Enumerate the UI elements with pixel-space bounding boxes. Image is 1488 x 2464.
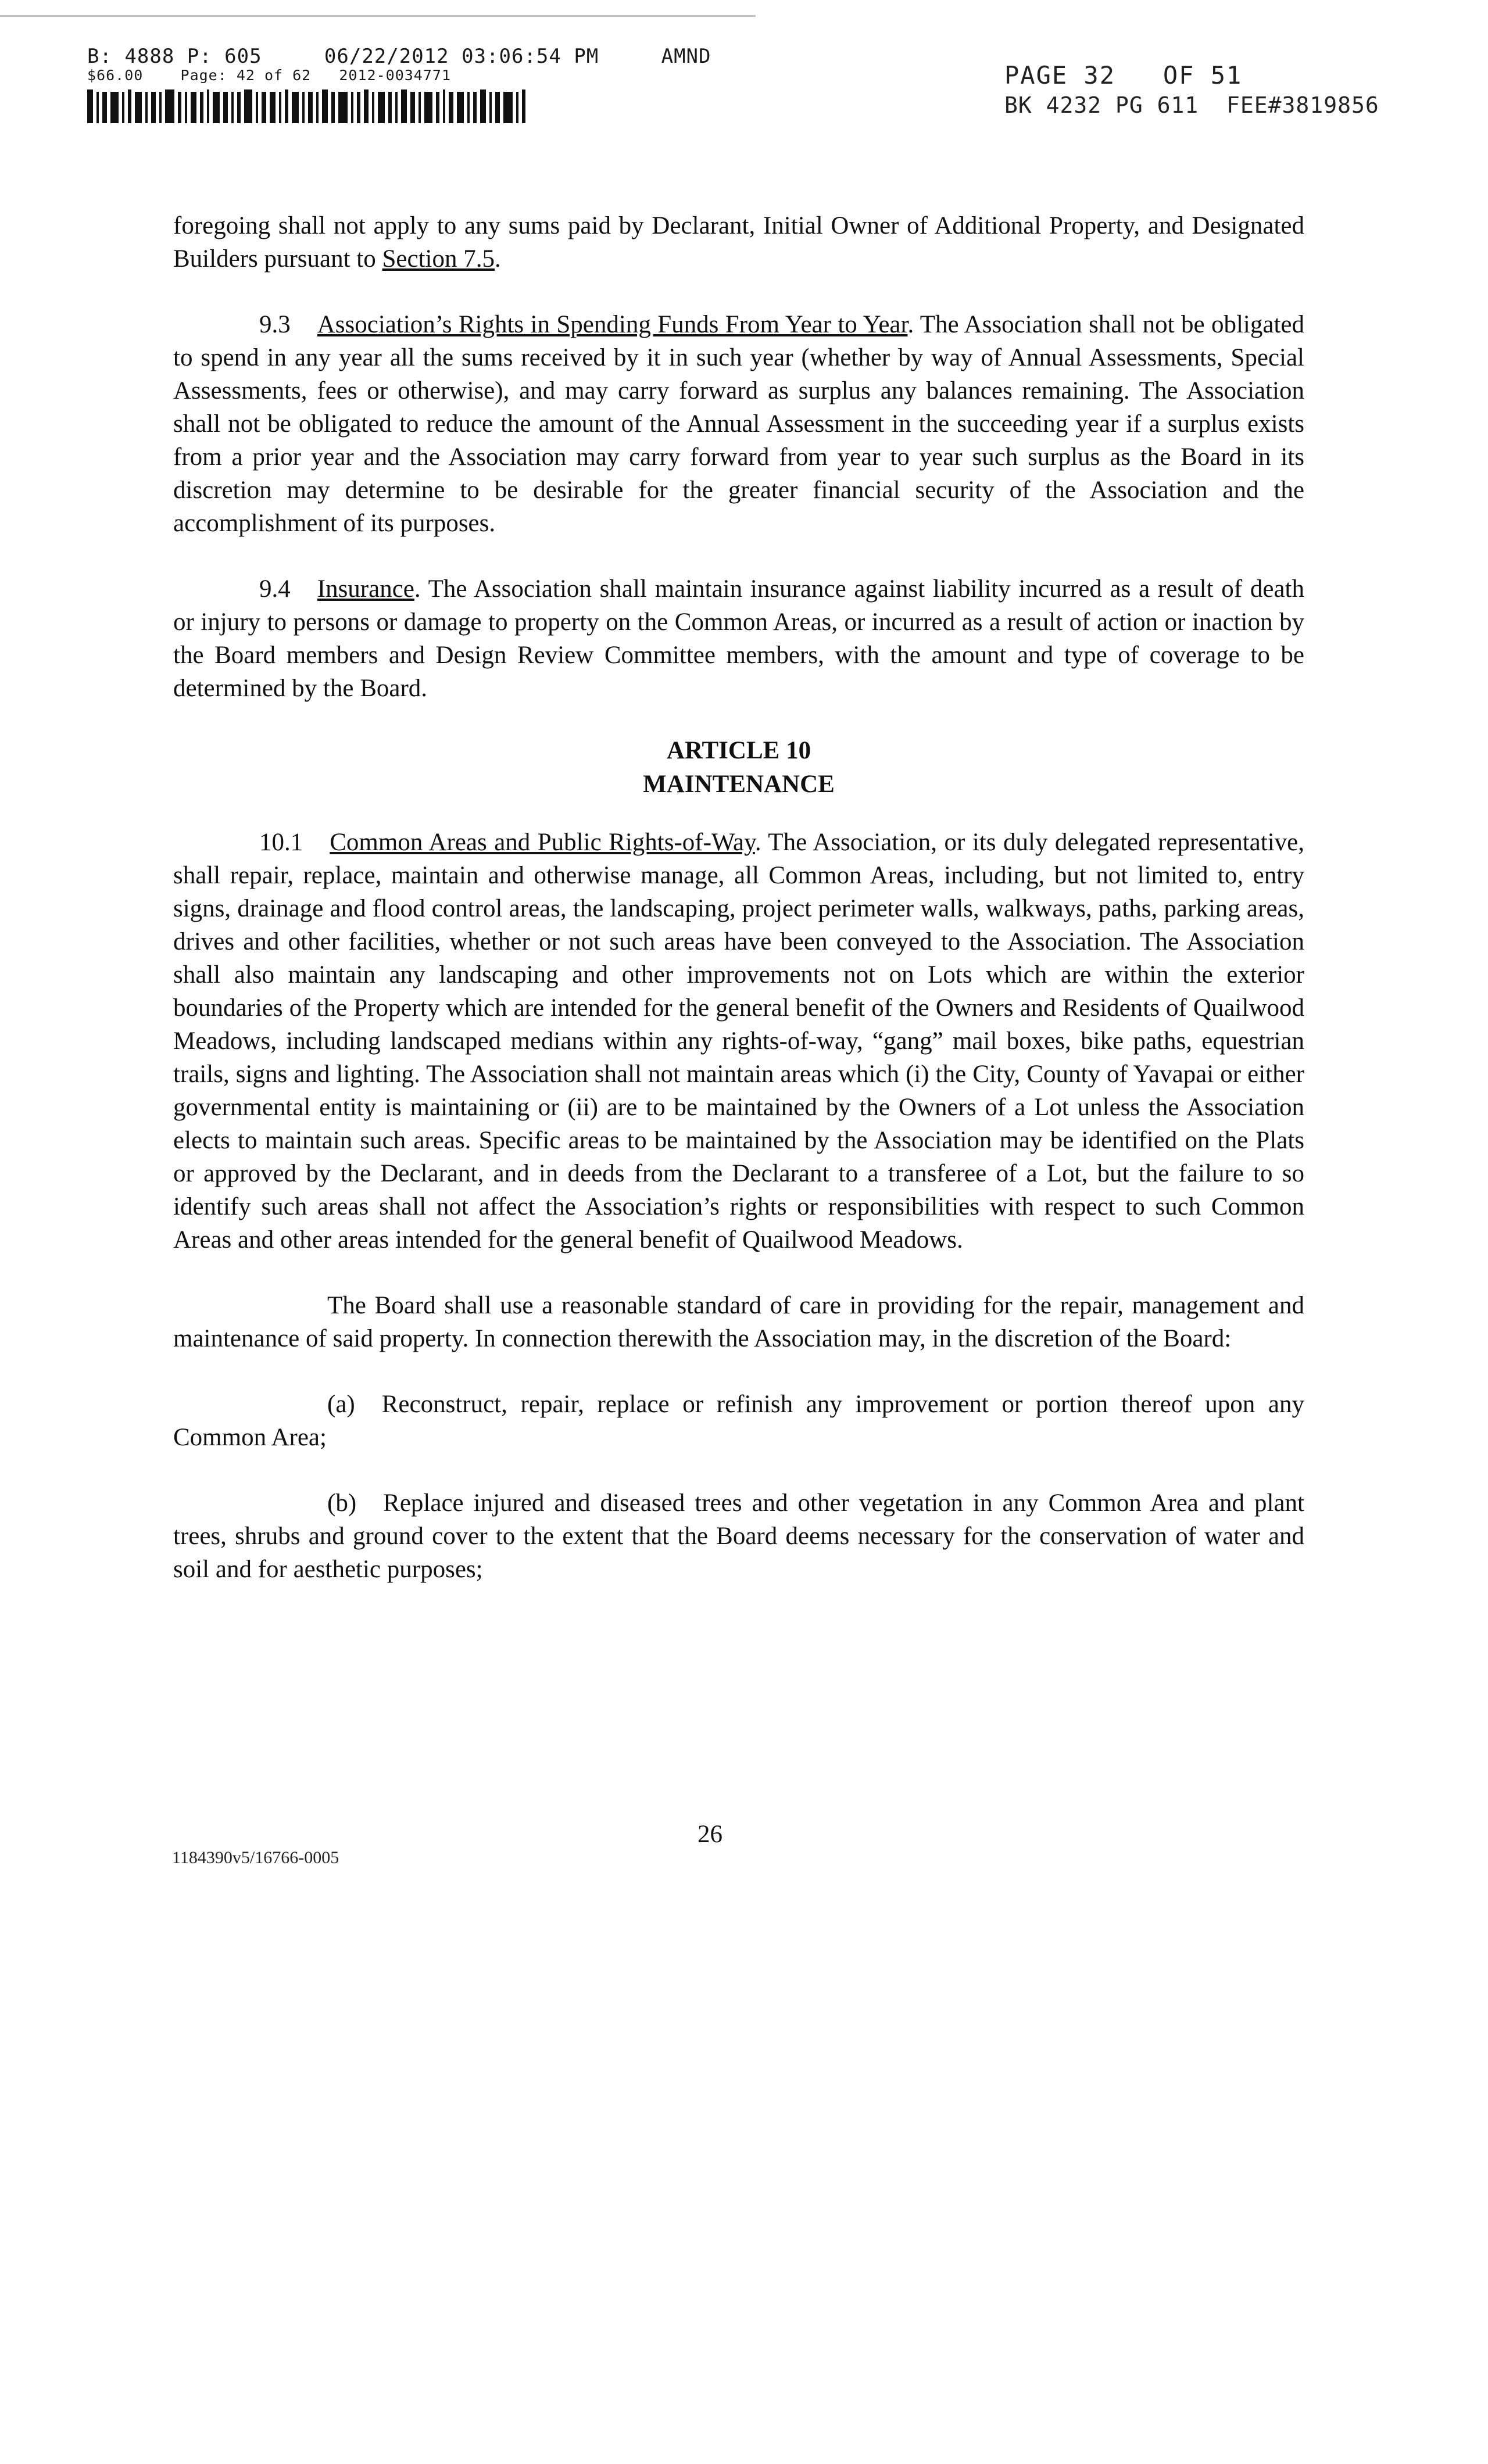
- barcode-bar: [102, 92, 107, 123]
- list-item-label: (b): [327, 1489, 357, 1517]
- barcode-bar: [436, 92, 439, 123]
- barcode-bar: [292, 92, 299, 123]
- section-reference-link: Section 7.5: [382, 245, 495, 273]
- barcode-image: [87, 89, 738, 123]
- barcode-bar: [223, 92, 228, 123]
- barcode-bar: [262, 92, 266, 123]
- section-title: Common Areas and Public Rights-of-Way: [330, 829, 755, 856]
- document-id: 1184390v5/16766-0005: [172, 1848, 339, 1867]
- barcode-bar: [285, 89, 288, 123]
- barcode-bar: [443, 89, 445, 123]
- barcode-bar: [522, 89, 525, 123]
- barcode-bar: [200, 92, 203, 123]
- barcode-bar: [457, 92, 464, 123]
- section-number: 9.4: [259, 575, 291, 603]
- scan-edge-line: [0, 15, 756, 17]
- section-9-4: [173, 572, 1304, 705]
- barcode-bar: [96, 92, 99, 123]
- section-title: Insurance: [317, 575, 414, 603]
- list-item-text: Replace injured and diseased trees and other vegetation in any Common Area and plant trees, shrubs and ground cover to the extent that the Board deems necessary for the conservation of water and soil and for aesthetic purposes;: [173, 1489, 1304, 1583]
- page-number: 26: [698, 1821, 722, 1848]
- barcode-bar: [410, 92, 415, 123]
- recorder-stamp-line1: B: 4888 P: 605 06/22/2012 03:06:54 PM AMND: [87, 45, 711, 68]
- document-body: [173, 209, 1304, 1618]
- barcode-bar: [351, 92, 353, 123]
- intro-end: .: [494, 245, 501, 273]
- barcode-bar: [279, 92, 281, 123]
- section-title: Association’s Rights in Spending Funds From Year to Year: [317, 311, 908, 338]
- list-item-text: Reconstruct, repair, replace or refinish any improvement or portion thereof upon any Common Area;: [173, 1391, 1304, 1451]
- barcode-bar: [159, 92, 162, 123]
- barcode-bar: [357, 92, 360, 123]
- barcode-bar: [256, 92, 258, 123]
- section-text: . The Association shall maintain insurance against liability incurred as a result of death or injury to persons or damage to property on the Common Areas, or incurred as a result of action or inaction by the Board members and Design Review Committee members, with the amount and type of coverage to be determined by the Board.: [173, 575, 1304, 702]
- barcode-bar: [480, 89, 486, 123]
- barcode-bar: [473, 92, 477, 123]
- barcode-bar: [489, 92, 492, 123]
- barcode-bar: [401, 89, 407, 123]
- barcode-bar: [424, 92, 432, 123]
- recorder-stamp: [87, 45, 738, 123]
- section-number: 9.3: [259, 311, 291, 338]
- intro-text: foregoing shall not apply to any sums paid by Declarant, Initial Owner of Additional Property, and Designated Builders pursuant to: [173, 212, 1304, 273]
- barcode-bar: [207, 89, 209, 123]
- barcode-bar: [322, 89, 328, 123]
- barcode-bar: [467, 92, 470, 123]
- header-page-count: PAGE 32 OF 51: [1004, 61, 1243, 89]
- article-title: MAINTENANCE: [643, 771, 835, 798]
- barcode-bar: [128, 89, 131, 123]
- barcode-bar: [135, 92, 142, 123]
- board-paragraph: The Board shall use a reasonable standard of care in providing for the repair, management and maintenance of said property. In connection therewith the Association may, in the discretion of the Board:: [173, 1292, 1304, 1352]
- header-stamp: [1004, 60, 1379, 120]
- barcode-bar: [503, 92, 513, 123]
- list-item-a: [173, 1388, 1304, 1454]
- section-9-3: [173, 308, 1304, 540]
- section-10-1: [173, 826, 1304, 1256]
- barcode-bar: [244, 89, 252, 123]
- barcode-bar: [231, 92, 234, 123]
- barcode-bar: [191, 92, 196, 123]
- section-text: . The Association, or its duly delegated representative, shall repair, replace, maintain and otherwise manage, all Common Areas, including, but not limited to, entry signs, drainage and flood control areas, the landscaping, project perimeter walls, walkways, paths, parking areas, drives and other facilities, whether or not such areas have been conveyed to the Association. The Association shall also maintain any landscaping and other improvements not on Lots which are within the exterior boundaries of the Property which are intended for the general benefit of the Owners and Residents of Quailwood Meadows, including landscaped medians within any rights-of-way, “gang” mail boxes, bike paths, equestrian trails, signs and lighting. The Association shall not maintain areas which (i) the City, County of Yavapai or either governmental entity is maintaining or (ii) are to be maintained by the Owners of a Lot unless the Association elects to maintain such areas. Specific areas to be maintained by the Association may be identified on the Plats or approved by the Declarant, and in deeds from the Declarant to a transferee of a Lot, but the failure to so identify such areas shall not affect the Association’s rights or responsibilities with respect to such Common Areas and other areas intended for the general benefit of Quailwood Meadows.: [173, 829, 1304, 1254]
- barcode-bar: [165, 89, 174, 123]
- barcode-bar: [338, 92, 348, 123]
- barcode-bar: [419, 92, 421, 123]
- barcode-bar: [495, 92, 500, 123]
- barcode-bar: [185, 92, 187, 123]
- barcode-bar: [110, 92, 119, 123]
- barcode-bar: [302, 92, 305, 123]
- intro-paragraph: [173, 209, 1304, 275]
- barcode-bar: [372, 92, 374, 123]
- barcode-bar: [516, 92, 518, 123]
- article-number: ARTICLE 10: [666, 737, 811, 764]
- barcode-bar: [364, 89, 369, 123]
- barcode-bar: [213, 92, 220, 123]
- header-book-page-fee: BK 4232 PG 611 FEE#3819856: [1004, 92, 1379, 118]
- barcode-bar: [178, 92, 181, 123]
- section-text: . The Association shall not be obligated to spend in any year all the sums received by it in such year (whether by way of Annual Assessments, Special Assessments, fees or otherwise), and may carry forward as surplus any balances remaining. The Association shall not be obligated to reduce the amount of the Annual Assessment in the succeeding year if a surplus exists from a prior year and the Association may carry forward from year to year such surplus as the Board in its discretion may determine to be desirable for the greater financial security of the Association and the accomplishment of its purposes.: [173, 311, 1304, 537]
- barcode-bar: [378, 92, 385, 123]
- barcode-bar: [388, 92, 392, 123]
- barcode-bar: [151, 92, 156, 123]
- barcode-bar: [449, 92, 453, 123]
- barcode-bar: [316, 92, 319, 123]
- barcode-bar: [395, 92, 398, 123]
- barcode-bar: [87, 89, 93, 123]
- barcode-bar: [237, 92, 241, 123]
- recorder-stamp-line2: $66.00 Page: 42 of 62 2012-0034771: [87, 67, 451, 84]
- article-heading: [173, 734, 1304, 801]
- section-number: 10.1: [259, 829, 303, 856]
- barcode-bar: [331, 92, 335, 123]
- barcode-bar: [145, 92, 148, 123]
- barcode-bar: [270, 92, 276, 123]
- list-item-label: (a): [327, 1391, 355, 1418]
- barcode-bar: [122, 92, 124, 123]
- barcode-bar: [308, 92, 313, 123]
- list-item-b: [173, 1487, 1304, 1586]
